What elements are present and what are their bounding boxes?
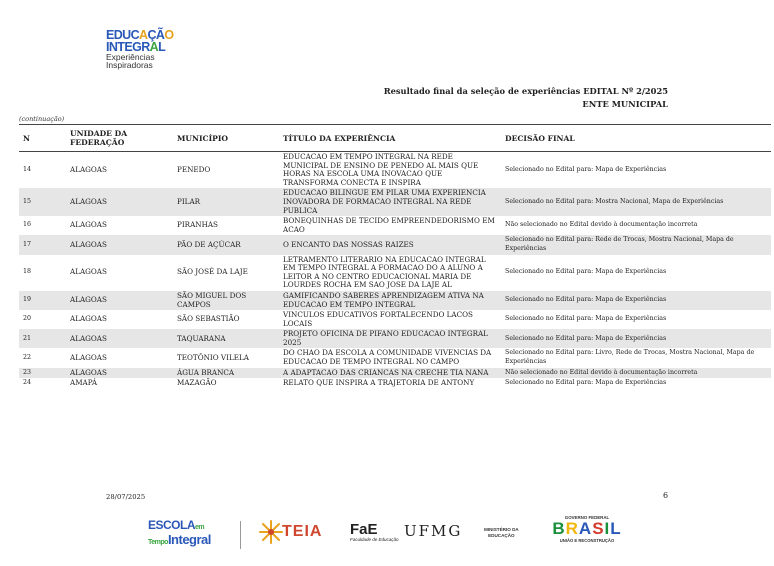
cell-decisao: Selecionado no Edital para: Mapa de Experiências	[505, 165, 667, 173]
results-table	[19, 124, 771, 389]
cell-uf: ALAGOAS	[66, 291, 173, 310]
escola-word: ESCOLA	[148, 518, 196, 532]
table-row	[19, 368, 771, 379]
cell-n: 15	[19, 188, 66, 216]
col-header-titulo: TÍTULO DA EXPERIÊNCIA	[279, 125, 501, 152]
cell-n: 16	[23, 221, 32, 229]
uniao-reconstrucao-text: UNIÃO E RECONSTRUÇÃO	[559, 538, 615, 543]
partner-logos	[148, 515, 628, 555]
page-number: 6	[663, 491, 669, 500]
table-row	[19, 216, 771, 235]
cell-uf: ALAGOAS	[66, 188, 173, 216]
cell-titulo: BONEQUINHAS DE TECIDO EMPREENDEDORISMO EM ACAO	[283, 216, 495, 234]
cell-titulo: GAMIFICANDO SABERES APRENDIZAGEM ATIVA NA EDUCACAO EM TEMPO INTEGRAL	[279, 291, 501, 310]
cell-municipio: ÁGUA BRANCA	[173, 368, 279, 379]
table-row	[19, 188, 771, 216]
table-row	[19, 152, 771, 189]
cell-uf: ALAGOAS	[70, 267, 107, 277]
cell-n: 19	[19, 291, 66, 310]
col-header-uf: UNIDADE DA FEDERAÇÃO	[66, 125, 173, 152]
educacao-integral-logo	[106, 29, 196, 79]
cell-municipio: MAZAGÃO	[177, 378, 217, 388]
cell-uf: ALAGOAS	[70, 314, 107, 324]
cell-decisao: Selecionado no Edital para: Mapa de Experiências	[505, 315, 667, 323]
cell-municipio: SÃO SEBASTIÃO	[177, 314, 240, 324]
logo-line-2: INTEGRAL	[106, 40, 166, 54]
cell-municipio: TEOTÔNIO VILELA	[177, 352, 249, 362]
logo-sub-1: Experiências	[106, 52, 155, 62]
cell-n: 24	[23, 379, 32, 387]
cell-municipio: PILAR	[173, 188, 279, 216]
teia-text: TEIA	[282, 523, 323, 540]
cell-decisao: Selecionado no Edital para: Livro, Rede de Trocas, Mostra Nacional, Mapa de Experiências	[505, 349, 755, 366]
cell-n: 17	[19, 235, 66, 254]
cell-titulo: EDUCACAO EM TEMPO INTEGRAL NA REDE MUNICIPAL DE ENSINO DE PENEDO AL MAIS QUE HORAS NA ESCOLA UMA INOVACAO QUE TRANSFORMA CONECTA E INSPIRA	[283, 152, 479, 187]
logo-divider	[240, 521, 241, 549]
ministerio-educacao-logo	[484, 527, 519, 539]
table-body	[19, 152, 771, 389]
cell-decisao: Selecionado no Edital para: Mapa de Experiências	[505, 268, 667, 276]
cell-decisao: Não selecionado no Edital devido à documentação incorreta	[505, 221, 698, 229]
cell-titulo: EDUCACAO BILINGUE EM PILAR UMA EXPERIENCIA INOVADORA DE FORMACAO INTEGRAL NA REDE PUBLICA	[279, 188, 501, 216]
cell-uf: ALAGOAS	[66, 235, 173, 254]
cell-municipio: SÃO MIGUEL DOS CAMPOS	[173, 291, 279, 310]
cell-uf: ALAGOAS	[70, 164, 107, 174]
logo-sub-2: Inspiradoras	[106, 60, 153, 70]
cell-n: 21	[19, 329, 66, 348]
ministerio-line-2: EDUCAÇÃO	[488, 533, 515, 538]
cell-n: 23	[19, 368, 66, 379]
table-row	[19, 255, 771, 291]
cell-n: 18	[23, 268, 32, 276]
table-row	[19, 310, 771, 329]
cell-decisao: Selecionado no Edital para: Rede de Trocas, Mostra Nacional, Mapa de Experiências	[501, 235, 771, 254]
document-title: Resultado final da seleção de experiências EDITAL Nº 2/2025	[383, 86, 668, 96]
cell-titulo: DO CHAO DA ESCOLA A COMUNIDADE VIVENCIAS DA EDUCACAO DE TEMPO INTEGRAL NO CAMPO	[283, 348, 492, 367]
cell-municipio: PENEDO	[177, 164, 211, 174]
escola-em-word: em	[195, 524, 205, 531]
col-header-n: N	[19, 125, 66, 152]
cell-uf: ALAGOAS	[70, 352, 107, 362]
governo-federal-text: GOVERNO FEDERAL	[564, 515, 610, 520]
table-row	[19, 235, 771, 254]
teia-logo	[258, 519, 328, 549]
col-header-decisao: DECISÃO FINAL	[501, 125, 771, 152]
logo-line-1: EDUCAÇÃO	[106, 28, 174, 42]
teia-star-icon	[258, 519, 284, 545]
table-row	[19, 291, 771, 310]
brasil-wordmark: BRASIL	[552, 519, 622, 538]
footer-date: 28/07/2025	[106, 493, 146, 501]
cell-uf: ALAGOAS	[66, 368, 173, 379]
escola-tempo-word: Tempo	[148, 539, 168, 546]
cell-decisao: Selecionado no Edital para: Mapa de Experiências	[501, 329, 771, 348]
document-subtitle: ENTE MUNICIPAL	[582, 99, 668, 109]
cell-decisao: Selecionado no Edital para: Mapa de Experiências	[501, 291, 771, 310]
cell-n: 22	[23, 353, 32, 361]
table-row	[19, 378, 771, 389]
cell-uf: ALAGOAS	[70, 220, 107, 230]
continuation-label: (continuação)	[19, 115, 65, 123]
cell-titulo: O ENCANTO DAS NOSSAS RAIZES	[279, 235, 501, 254]
cell-titulo: RELATO QUE INSPIRA A TRAJETORIA DE ANTONY	[283, 378, 475, 388]
table-header-row	[19, 125, 771, 152]
escola-tempo-integral-logo	[148, 519, 211, 549]
cell-titulo: PROJETO OFICINA DE PIFANO EDUCACAO INTEGRAL 2025	[279, 329, 501, 348]
cell-decisao: Não selecionado no Edital devido à documentação incorreta	[501, 368, 771, 379]
ufmg-logo	[404, 522, 462, 540]
cell-titulo: LETRAMENTO LITERARIO NA EDUCACAO INTEGRAL EM TEMPO INTEGRAL A FORMACAO DO A ALUNO A LEITOR A NO CENTRO EDUCACIONAL MARIA DE LOURDES ROCHA EM SAO JOSE DA LAJE AL	[283, 254, 486, 290]
cell-n: 20	[23, 315, 32, 323]
col-header-municipio: MUNICÍPIO	[173, 125, 279, 152]
cell-municipio: SÃO JOSÉ DA LAJE	[177, 267, 248, 277]
cell-decisao: Selecionado no Edital para: Mapa de Experiências	[505, 379, 667, 387]
cell-titulo: VINCULOS EDUCATIVOS FORTALECENDO LACOS LOCAIS	[283, 310, 473, 328]
cell-uf: AMAPÁ	[70, 378, 98, 388]
cell-n: 14	[23, 165, 32, 173]
ministerio-line-1: MINISTÉRIO DA	[484, 527, 519, 532]
fae-logo	[350, 521, 399, 542]
table-row	[19, 329, 771, 348]
governo-federal-brasil-logo	[546, 515, 628, 555]
escola-integral-word: Integral	[167, 532, 211, 547]
fae-subtext: Faculdade de Educação	[350, 537, 399, 542]
cell-municipio: TAQUARANA	[173, 329, 279, 348]
cell-municipio: PIRANHAS	[177, 220, 218, 230]
cell-titulo: A ADAPTACAO DAS CRIANCAS NA CRECHE TIA NANA	[279, 368, 501, 379]
ufmg-text: UFMG	[404, 522, 463, 540]
cell-municipio: PÃO DE AÇÚCAR	[173, 235, 279, 254]
table-row	[19, 348, 771, 367]
cell-uf: ALAGOAS	[66, 329, 173, 348]
cell-decisao: Selecionado no Edital para: Mostra Nacional, Mapa de Experiências	[501, 188, 771, 216]
fae-text: FaE	[350, 521, 378, 538]
